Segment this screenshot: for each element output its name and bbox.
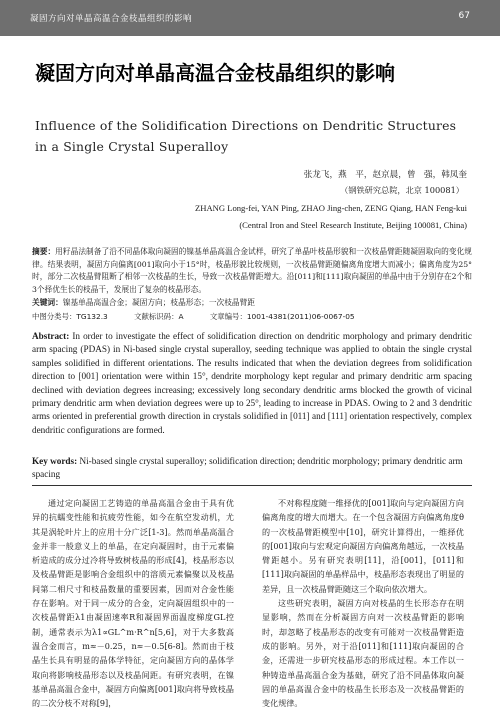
abstract-cn: [32, 246, 472, 296]
body-paragraph: 这些研究表明，凝固方向对枝晶的生长形态存在明显影响，然而在分析凝固方向对一次枝晶臂距的影响时，却忽略了枝晶形态的改变有可能对一次枝晶臂距造成的影响。另外，对于沿[011]和[111]取向凝固的合金，还需进一步研究枝晶形态的形成过程。本工作以一种铸造单晶高温合金为基础，研究了沿不同晶体取向凝固的单晶高温合金中的枝晶生长形态及一次枝晶臂距的变化规律。: [262, 598, 464, 709]
section-divider: [32, 485, 472, 486]
body-column-right: [262, 496, 464, 710]
abstract-cn-text: 用籽晶法制备了沿不同晶体取向凝固的镍基单晶高温合金试样，研究了单晶叶枝晶形貌和一次枝晶臂距随凝固取向的变化规律。结果表明，凝固方向偏离[001]取向小于15°时，枝晶形貌比较规则，一次枝晶臂距随偏离角度增大而减小；偏离角度为25°时，部分二次枝晶臂阻断了相邻一次枝晶的生长，导致一次枝晶臂距增大。沿[011]和[111]取向凝固的单晶中由于分别存在2个和3个择优生长的枝晶干，发展出了复杂的枝晶形态。: [32, 247, 472, 294]
affiliation-cn: （钢铁研究总院，北京 100081）: [340, 185, 464, 195]
page-number: 67: [458, 11, 470, 21]
abstract-en: [32, 330, 472, 437]
authors-cn: 张龙飞，燕 平，赵京晨，曾 强，韩凤奎: [303, 170, 467, 180]
keywords-en-label: Key words:: [32, 456, 78, 466]
clc-number: 中图分类号：TG132.3: [32, 312, 108, 321]
running-title: 凝固方向对单晶高温合金枝晶组织的影响: [30, 14, 193, 24]
body-paragraph: 不对称程度随一维择优的[001]取向与定向凝固方向偏离角度的增大而增大。在一个包含凝固方向偏离角度θ的一次枝晶臂距模型中[10]，研究计算得出，一维择优的[001]取向与宏观定向凝固方向偏离角越远，一次枝晶臂距越小。另有研究表明[11]，沿[001]，[011]和[111]取向凝固的单晶样品中，枝晶形态表现出了明显的差异，且一次枝晶臂距随这三个取向依次增大。: [262, 498, 464, 594]
keywords-en-text: Ni-based single crystal superalloy; solidification direction; dendritic morphology; primary dendritic arm spacing: [32, 456, 463, 480]
article-id: 文章编号：1001-4381(2011)06-0067-05: [209, 312, 355, 321]
keywords-cn-text: 镍基单晶高温合金；凝固方向；枝晶形态；一次枝晶臂距: [62, 298, 255, 307]
authors-en: ZHANG Long-fei, YAN Ping, ZHAO Jing-chen, ZENG Qiang, HAN Feng-kui: [194, 203, 467, 213]
paper-title-en: Influence of the Solidification Directions on Dendritic Structures in a Single Crystal Superalloy: [35, 118, 457, 154]
document-code: 文献标识码：A: [134, 312, 184, 321]
keywords-cn-label: 关键词：: [32, 298, 63, 307]
keywords-en: [32, 455, 472, 482]
abstract-cn-label: 摘要：: [32, 247, 56, 256]
body-column-left: 通过定向凝固工艺铸造的单晶高温合金由于具有优异的抗蠕变性能和抗疲劳性能，如今在航空发动机，尤其是涡轮叶片上的应用十分广泛[1-3]。然而单晶高温合金并非一般意义上的单晶，在定向凝固时，由于元素偏析造成的成分过冷将导致树枝晶的形成[4]，枝晶形态以及枝晶臂距是影响合金组织中的溶质元素偏聚以及枝晶间第二相尺寸和枝晶数量的重要因素，因而对合金性能存在影响。对于同一成分的合金，定向凝固组织中的一次枝晶臂距λ1由凝固速率R和凝固界面温度梯度GL控制，通常表示为λ1∝GL^m·R^n[5,6]，对于大多数高温合金而言，m≈－0.25，n≈－0.5[6-8]。然而由于枝晶生长具有明显的晶体学特征，定向凝固方向的晶体学取向将影响枝晶形态以及枝晶间距。有研究表明，在镍基单晶高温合金中，凝固方向偏离[001]取向将导致枝晶的二次分枝不对称[9]，: [32, 498, 234, 709]
classification-line: [32, 311, 472, 322]
paper-title-cn: 凝固方向对单晶高温合金枝晶组织的影响: [35, 61, 395, 85]
abstract-en-label: Abstract:: [32, 331, 70, 341]
running-header: [0, 0, 500, 36]
affiliation-en: (Central Iron and Steel Research Institute, Beijing 100081, China): [239, 220, 467, 230]
keywords-cn: [32, 297, 472, 308]
abstract-en-text: In order to investigate the effect of solidification direction on dendritic morphology and primary dendritic arm spacing (PDAS) in Ni-based single crystal superalloy, seeding technique was applied to obtain the single crystal samples solidified in different orientations. The results indicated that when the deviation degrees from solidification direction to [001] orientation were within 15°, dendrite morphology kept regular and primary dendritic arm spacing declined with deviation degrees increasing; excessively long secondary dendritic arms blocked the growth of vicinal primary dendritic arm when deviation degrees were up to 25°, leading to increase in PDAS. Owing to 2 and 3 dendritic arms oriented in preferential growth direction in crystals solidified in [011] and [111] orientation respectively, complex dendritic configurations are formed.: [32, 331, 473, 435]
